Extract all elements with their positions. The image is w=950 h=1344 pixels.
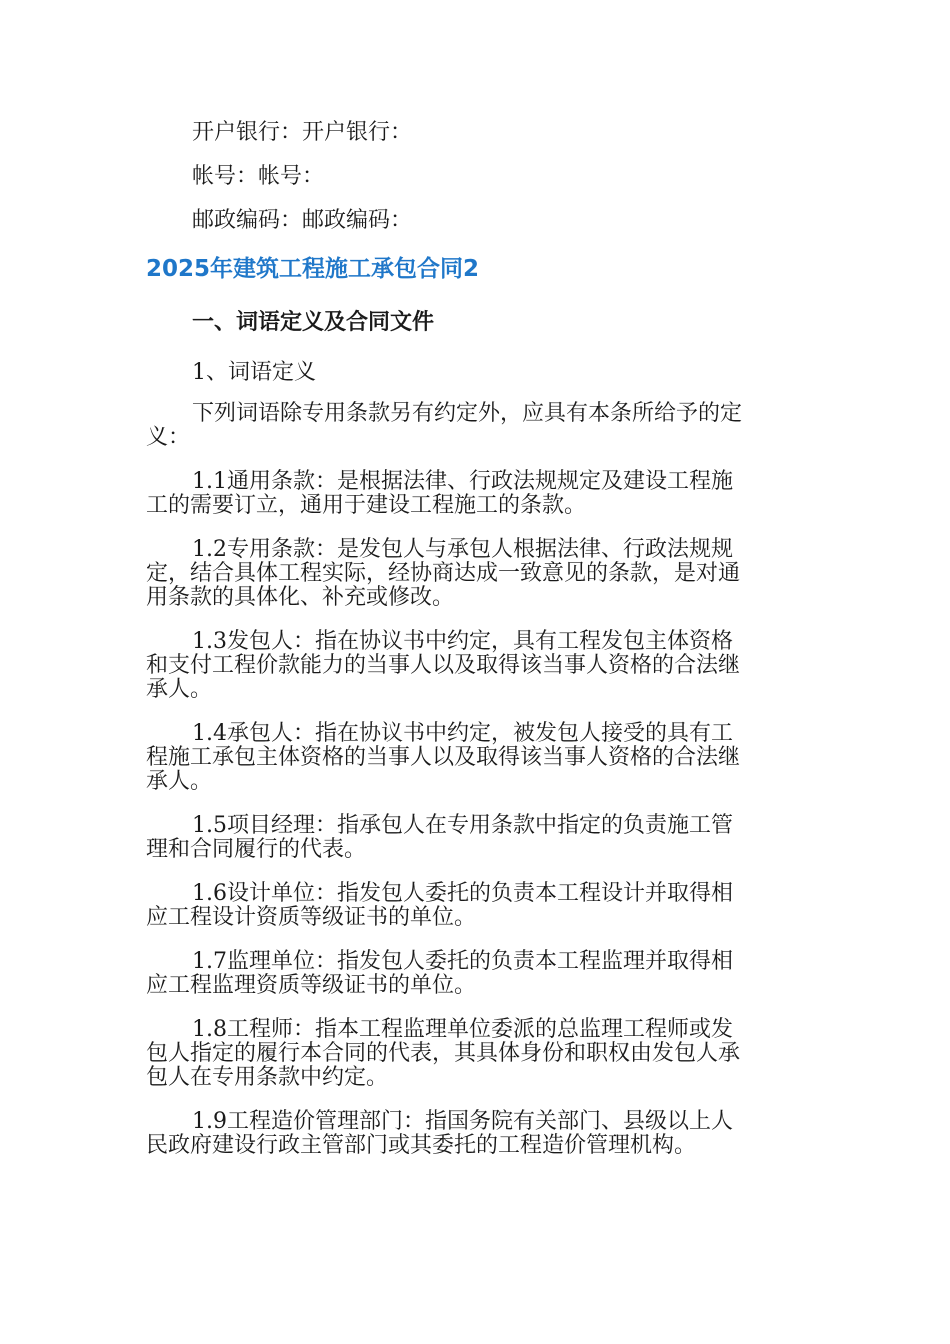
clause-paragraph <box>146 1018 794 1090</box>
clause-list <box>146 470 794 1158</box>
section-heading: 一、词语定义及合同文件 <box>192 310 435 335</box>
clause-paragraph <box>146 814 794 862</box>
paragraph-line: 1.4承包人：指在协议书中约定，被发包人接受的具有工 <box>192 721 733 746</box>
paragraph-line: 义： <box>146 425 191 450</box>
paragraph-line: 1.8工程师：指本工程监理单位委派的总监理工程师或发 <box>192 1017 733 1042</box>
clause-paragraph <box>146 470 794 518</box>
paragraph-line: 1.5项目经理：指承包人在专用条款中指定的负责施工管 <box>192 813 733 838</box>
paragraph-line: 包人指定的履行本合同的代表，其具体身份和职权由发包人承 <box>146 1041 741 1066</box>
paragraph-line: 1.1通用条款：是根据法律、行政法规规定及建设工程施 <box>192 469 733 494</box>
paragraph-line: 和支付工程价款能力的当事人以及取得该当事人资格的合法继 <box>146 653 741 678</box>
bank-line: 开户银行：开户银行： <box>192 120 413 145</box>
paragraph-line: 用条款的具体化、补充或修改。 <box>146 585 455 610</box>
clause-paragraph <box>146 538 794 610</box>
paragraph-line: 理和合同履行的代表。 <box>146 837 367 862</box>
paragraph-line: 应工程设计资质等级证书的单位。 <box>146 905 477 930</box>
paragraph-line: 包人在专用条款中约定。 <box>146 1065 389 1090</box>
paragraph-line: 1.2专用条款：是发包人与承包人根据法律、行政法规规 <box>192 537 733 562</box>
paragraph-line: 1.3发包人：指在协议书中约定，具有工程发包主体资格 <box>192 629 733 654</box>
paragraph-line: 应工程监理资质等级证书的单位。 <box>146 973 477 998</box>
paragraph-line: 1.7监理单位：指发包人委托的负责本工程监理并取得相 <box>192 949 733 974</box>
paragraph-line: 定，结合具体工程实际，经协商达成一致意见的条款，是对通 <box>146 561 741 586</box>
clause-paragraph <box>146 1110 794 1158</box>
paragraph-line: 工的需要订立，通用于建设工程施工的条款。 <box>146 493 587 518</box>
subsection-heading: 1、词语定义 <box>192 360 316 385</box>
document-page <box>146 118 794 1178</box>
clause-paragraph <box>146 882 794 930</box>
account-line: 帐号：帐号： <box>192 164 325 189</box>
paragraph-line: 1.9工程造价管理部门：指国务院有关部门、县级以上人 <box>192 1109 733 1134</box>
paragraph-line: 承人。 <box>146 677 213 702</box>
document-title: 2025年建筑工程施工承包合同2 <box>146 256 480 282</box>
paragraph-line: 承人。 <box>146 769 213 794</box>
clause-paragraph <box>146 630 794 702</box>
postcode-line: 邮政编码：邮政编码： <box>192 208 413 233</box>
intro-paragraph <box>146 402 794 450</box>
paragraph-line: 民政府建设行政主管部门或其委托的工程造价管理机构。 <box>146 1133 697 1158</box>
clause-paragraph <box>146 722 794 794</box>
clause-paragraph <box>146 950 794 998</box>
paragraph-line: 程施工承包主体资格的当事人以及取得该当事人资格的合法继 <box>146 745 741 770</box>
paragraph-line: 下列词语除专用条款另有约定外，应具有本条所给予的定 <box>192 401 743 426</box>
paragraph-line: 1.6设计单位：指发包人委托的负责本工程设计并取得相 <box>192 881 733 906</box>
